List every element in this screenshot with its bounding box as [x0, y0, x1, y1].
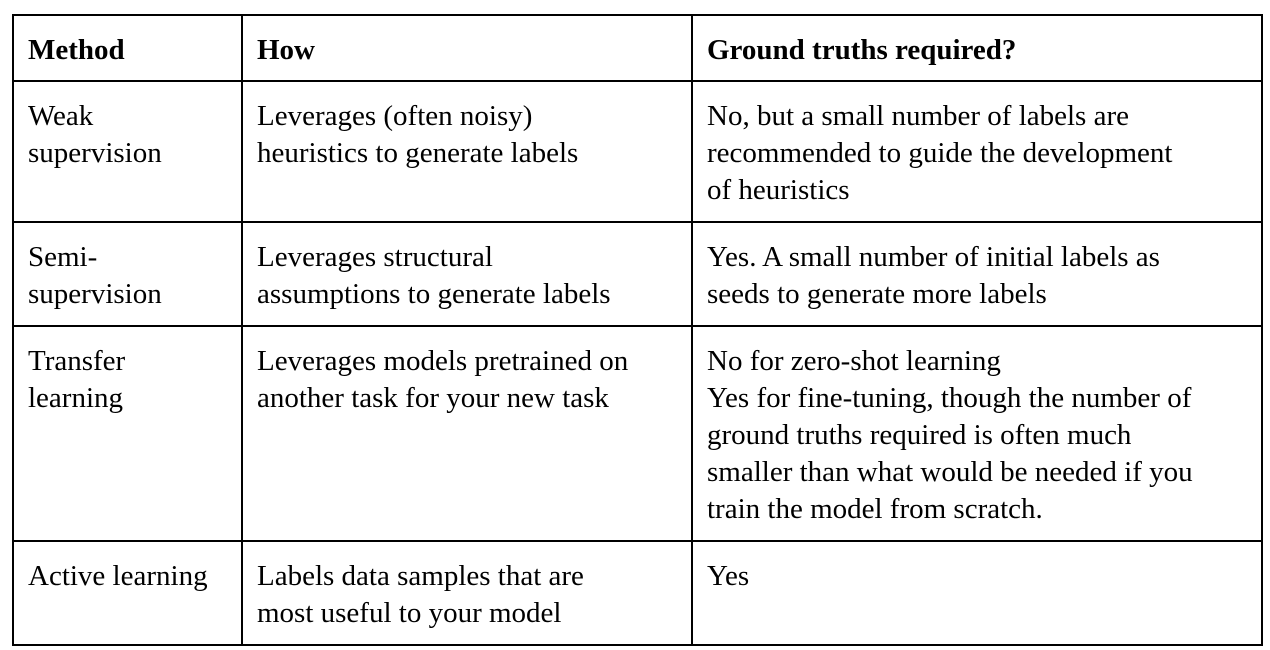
cell-how: Labels data samples that are most useful to your model	[242, 541, 692, 645]
cell-method: Weak supervision	[13, 81, 242, 222]
cell-ground-truths: No, but a small number of labels are recommended to guide the development of heuristics	[692, 81, 1262, 222]
cell-ground-truths: No for zero-shot learning Yes for fine-tuning, though the number of ground truths required is often much smaller than what would be needed if you train the model from scratch.	[692, 326, 1262, 541]
header-ground-truths: Ground truths required?	[692, 15, 1262, 81]
cell-how: Leverages (often noisy) heuristics to generate labels	[242, 81, 692, 222]
cell-method: Active learning	[13, 541, 242, 645]
cell-method: Transfer learning	[13, 326, 242, 541]
cell-ground-truths: Yes. A small number of initial labels as seeds to generate more labels	[692, 222, 1262, 326]
cell-ground-truths: Yes	[692, 541, 1262, 645]
table-row	[13, 326, 1262, 541]
table-row	[13, 541, 1262, 645]
header-method: Method	[13, 15, 242, 81]
table-header-row	[13, 15, 1262, 81]
table-row	[13, 222, 1262, 326]
cell-method: Semi- supervision	[13, 222, 242, 326]
cell-how: Leverages structural assumptions to generate labels	[242, 222, 692, 326]
methods-comparison-table	[12, 14, 1263, 646]
cell-how: Leverages models pretrained on another task for your new task	[242, 326, 692, 541]
header-how: How	[242, 15, 692, 81]
table-row	[13, 81, 1262, 222]
